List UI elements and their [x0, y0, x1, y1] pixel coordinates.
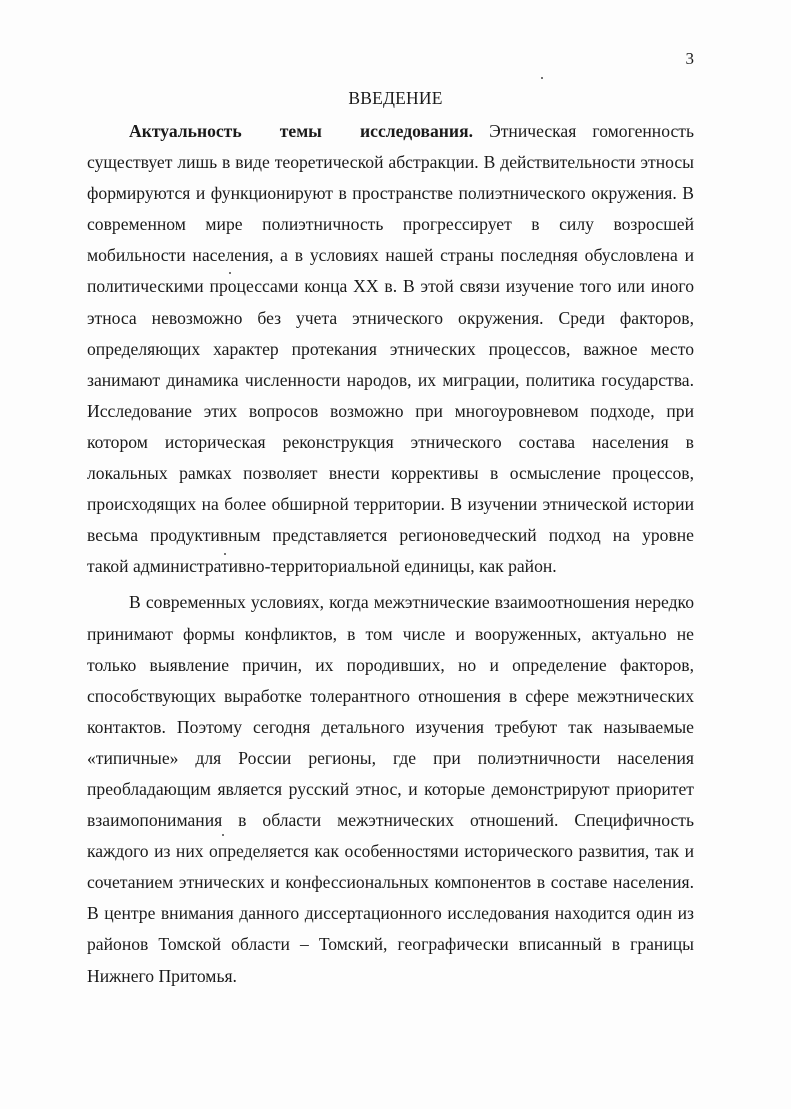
scan-speck: [229, 272, 231, 274]
scan-speck: [224, 553, 226, 555]
paragraph-text: В современных условиях, когда межэтнические взаимоотношения нередко принимают формы конфликтов, в том числе и вооруженных, актуально не только выявление причин, их породивших, но и определение факторов, способствующих выработке толерантного отношения в сфере межэтнических контактов. Поэтому сегодня детального изучения требуют так называемые «типичные» для России регионы, где при полиэтничности населения преобладающим является русский этнос, и которые демонстрируют приоритет взаимопонимания в области межэтнических отношений. Специфичность каждого из них определяется как особенностями исторического развития, так и сочетанием этнических и конфессиональных компонентов в составе населения. В центре внимания данного диссертационного исследования находится один из районов Томской области – Томский, географически вписанный в границы Нижнего Притомья.: [87, 592, 694, 986]
paragraph-text: Этническая гомогенность существует лишь в виде теоретической абстракции. В действительности этносы формируются и функционируют в пространстве полиэтнического окружения. В современном мире полиэтничность прогрессирует в силу возросшей мобильности населения, а в условиях нашей страны последняя обусловлена и политическими процессами конца XX в. В этой связи изучение того или иного этноса невозможно без учета этнического окружения. Среди факторов, определяющих характер протекания этнических процессов, важное место занимают динамика численности народов, их миграции, политика государства. Исследование этих вопросов возможно при многоуровневом подходе, при котором историческая реконструкция этнического состава населения в локальных рамках позволяет внести коррективы в осмысление процессов, происходящих на более обширной территории. В изучении этнической истории весьма продуктивным представляется регионоведческий подход на уровне такой административно-территориальной единицы, как район.: [87, 121, 694, 577]
paragraph-lead-in: Актуальность темы исследования.: [129, 121, 473, 141]
page-number: 3: [685, 49, 694, 68]
body-text: [87, 116, 694, 992]
paragraph-context: [87, 587, 694, 991]
scan-speck: [541, 77, 543, 79]
section-heading: ВВЕДЕНИЕ: [348, 88, 443, 108]
scan-speck: [222, 834, 224, 836]
paragraph-relevance: [87, 116, 694, 582]
